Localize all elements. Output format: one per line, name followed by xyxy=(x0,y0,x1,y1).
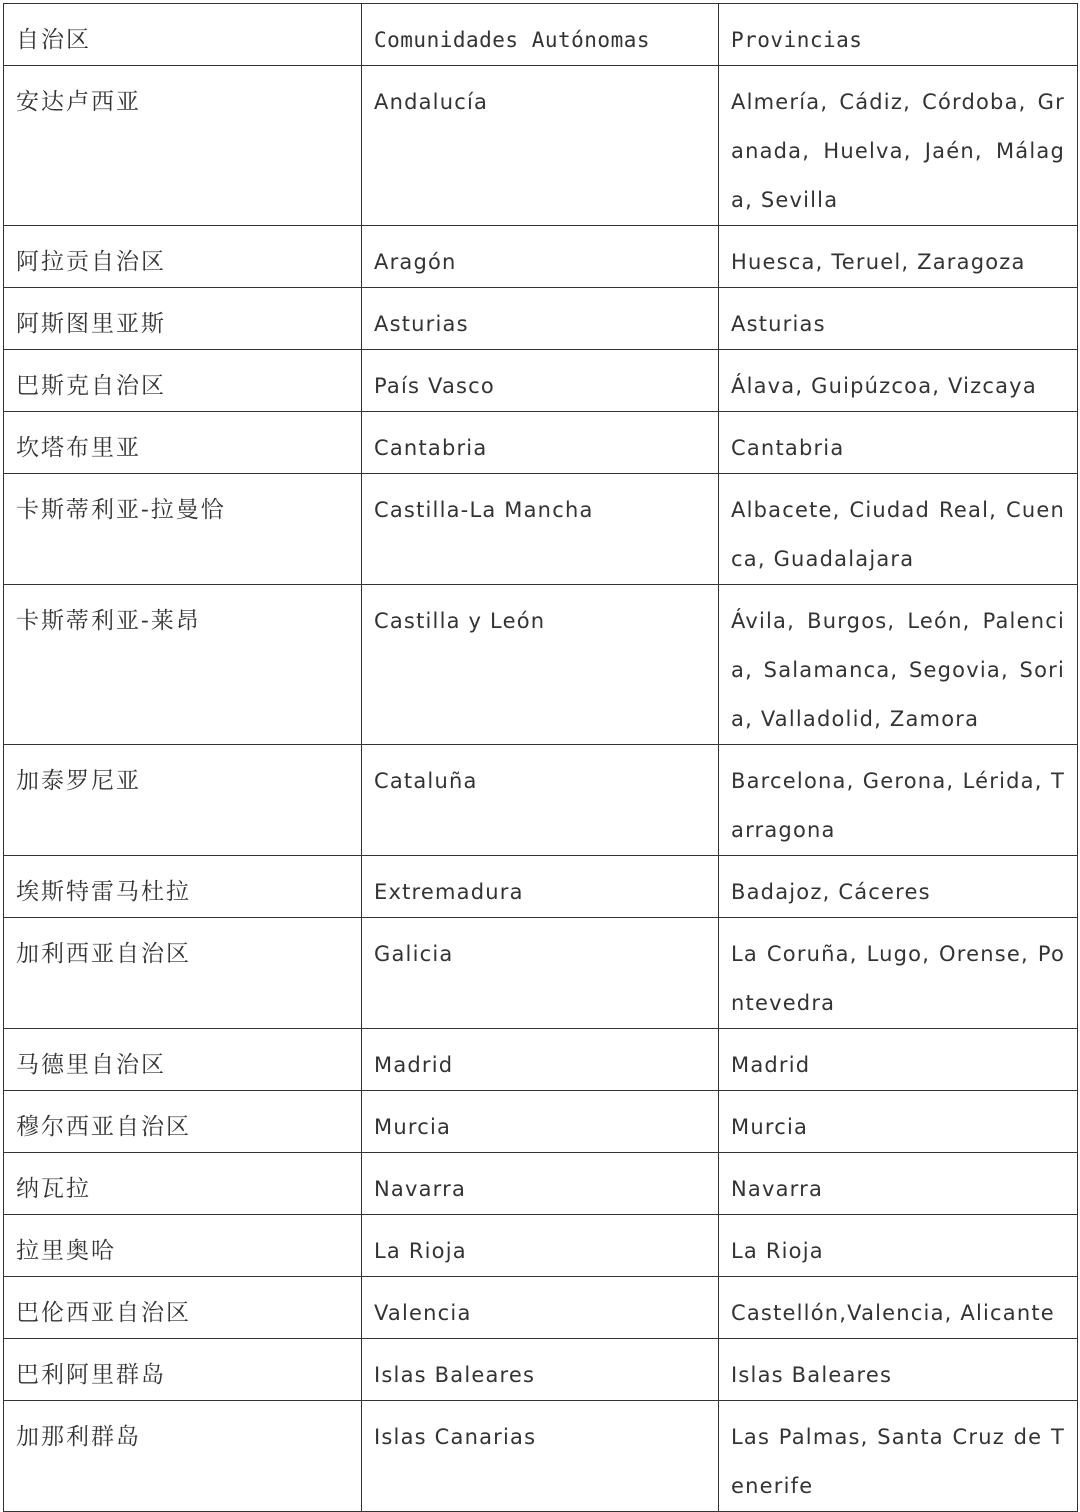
cell-comunidad: Aragón xyxy=(362,226,719,288)
table-row xyxy=(4,585,1078,745)
cell-provincias: Las Palmas, Santa Cruz de Tenerife xyxy=(719,1401,1078,1512)
cell-region-zh: 穆尔西亚自治区 xyxy=(4,1091,362,1153)
cell-provincias: Asturias xyxy=(719,288,1078,350)
table-row xyxy=(4,1401,1078,1512)
cell-provincias: Castellón,Valencia, Alicante xyxy=(719,1277,1078,1339)
cell-provincias: Madrid xyxy=(719,1029,1078,1091)
cell-comunidad: Islas Baleares xyxy=(362,1339,719,1401)
cell-region-zh: 坎塔布里亚 xyxy=(4,412,362,474)
table-row xyxy=(4,1215,1078,1277)
cell-provincias: Badajoz, Cáceres xyxy=(719,856,1078,918)
header-region-zh: 自治区 xyxy=(4,4,362,66)
cell-comunidad: Andalucía xyxy=(362,66,719,226)
cell-region-zh: 加那利群岛 xyxy=(4,1401,362,1512)
cell-comunidad: Islas Canarias xyxy=(362,1401,719,1512)
cell-comunidad: La Rioja xyxy=(362,1215,719,1277)
cell-comunidad: Murcia xyxy=(362,1091,719,1153)
header-provincias: Provincias xyxy=(719,4,1078,66)
cell-comunidad: País Vasco xyxy=(362,350,719,412)
cell-region-zh: 巴伦西亚自治区 xyxy=(4,1277,362,1339)
header-comunidades: Comunidades Autónomas xyxy=(362,4,719,66)
cell-provincias: Barcelona, Gerona, Lérida, Tarragona xyxy=(719,745,1078,856)
cell-comunidad: Madrid xyxy=(362,1029,719,1091)
cell-provincias: Almería, Cádiz, Córdoba, Granada, Huelva, Jaén, Málaga, Sevilla xyxy=(719,66,1078,226)
cell-region-zh: 阿拉贡自治区 xyxy=(4,226,362,288)
cell-comunidad: Extremadura xyxy=(362,856,719,918)
table-row xyxy=(4,288,1078,350)
cell-provincias: Albacete, Ciudad Real, Cuenca, Guadalajara xyxy=(719,474,1078,585)
table-header-row xyxy=(4,4,1078,66)
cell-comunidad: Galicia xyxy=(362,918,719,1029)
regions-table xyxy=(3,3,1078,1512)
cell-provincias: La Rioja xyxy=(719,1215,1078,1277)
table-row xyxy=(4,918,1078,1029)
cell-provincias: Huesca, Teruel, Zaragoza xyxy=(719,226,1078,288)
table-row xyxy=(4,745,1078,856)
cell-region-zh: 加泰罗尼亚 xyxy=(4,745,362,856)
table-row xyxy=(4,1153,1078,1215)
cell-provincias: Álava, Guipúzcoa, Vizcaya xyxy=(719,350,1078,412)
cell-region-zh: 卡斯蒂利亚-莱昂 xyxy=(4,585,362,745)
cell-provincias: Islas Baleares xyxy=(719,1339,1078,1401)
cell-provincias: La Coruña, Lugo, Orense, Pontevedra xyxy=(719,918,1078,1029)
cell-region-zh: 加利西亚自治区 xyxy=(4,918,362,1029)
cell-provincias: Cantabria xyxy=(719,412,1078,474)
cell-comunidad: Castilla-La Mancha xyxy=(362,474,719,585)
regions-table-container xyxy=(3,3,1077,1512)
table-row xyxy=(4,412,1078,474)
table-row xyxy=(4,66,1078,226)
cell-region-zh: 巴斯克自治区 xyxy=(4,350,362,412)
table-row xyxy=(4,856,1078,918)
table-row xyxy=(4,1091,1078,1153)
table-row xyxy=(4,1339,1078,1401)
cell-comunidad: Navarra xyxy=(362,1153,719,1215)
cell-provincias: Murcia xyxy=(719,1091,1078,1153)
table-row xyxy=(4,1277,1078,1339)
table-row xyxy=(4,350,1078,412)
cell-region-zh: 马德里自治区 xyxy=(4,1029,362,1091)
cell-region-zh: 阿斯图里亚斯 xyxy=(4,288,362,350)
cell-comunidad: Valencia xyxy=(362,1277,719,1339)
cell-region-zh: 埃斯特雷马杜拉 xyxy=(4,856,362,918)
cell-region-zh: 拉里奥哈 xyxy=(4,1215,362,1277)
cell-region-zh: 安达卢西亚 xyxy=(4,66,362,226)
cell-provincias: Navarra xyxy=(719,1153,1078,1215)
cell-comunidad: Asturias xyxy=(362,288,719,350)
table-row xyxy=(4,474,1078,585)
cell-region-zh: 纳瓦拉 xyxy=(4,1153,362,1215)
table-row xyxy=(4,1029,1078,1091)
cell-comunidad: Cataluña xyxy=(362,745,719,856)
cell-comunidad: Cantabria xyxy=(362,412,719,474)
cell-region-zh: 卡斯蒂利亚-拉曼恰 xyxy=(4,474,362,585)
table-row xyxy=(4,226,1078,288)
cell-region-zh: 巴利阿里群岛 xyxy=(4,1339,362,1401)
cell-comunidad: Castilla y León xyxy=(362,585,719,745)
cell-provincias: Ávila, Burgos, León, Palencia, Salamanca, Segovia, Soria, Valladolid, Zamora xyxy=(719,585,1078,745)
